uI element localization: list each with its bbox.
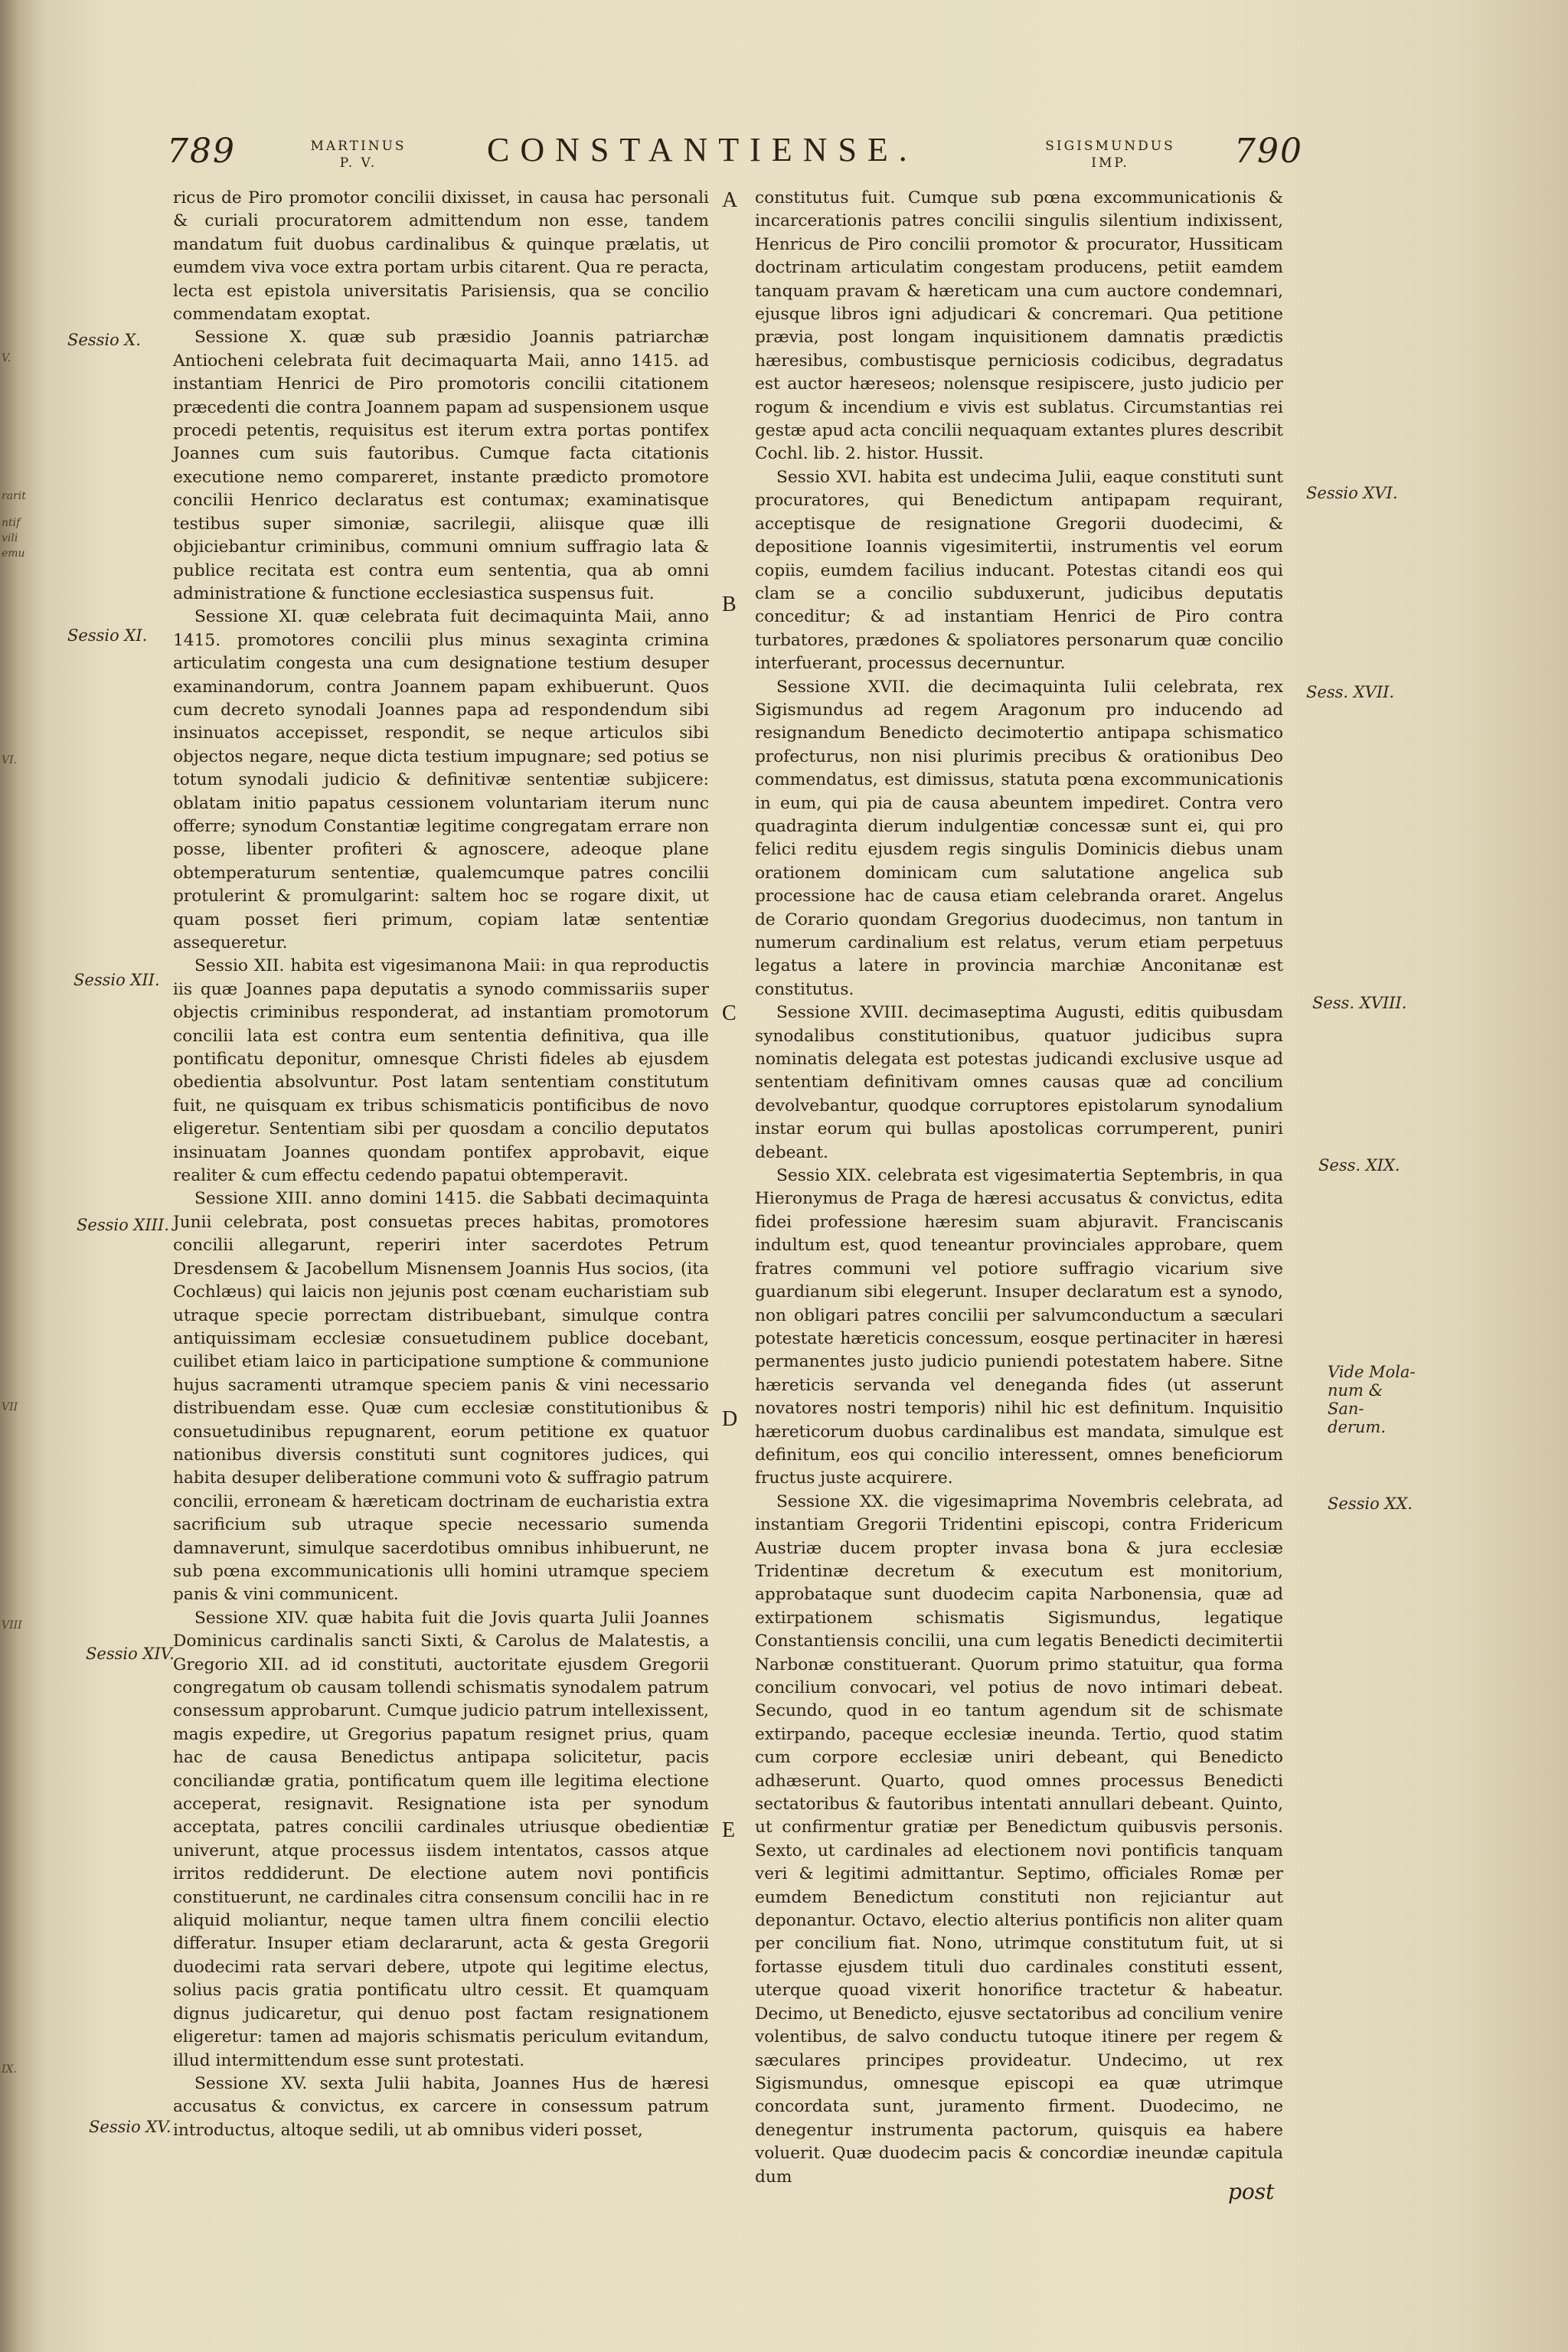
running-head-right [1030,138,1191,172]
section-letter-d: D [722,1407,738,1431]
margin-note-vide-molanum: Vide Mola-num & San-derum. [1328,1363,1416,1436]
paragraph: Sessione XV. sexta Julii habita, Joannes Hus de hæresi accusatus & convictus, ex carcere in consessum patrum introductus, altoque sedili, ut ab omnibus videri posset, [173,2073,709,2140]
bleed-fragment: ntif [2,517,21,529]
margin-note-sessio-xv: Sessio XV. [89,2118,172,2136]
margin-note-sess-xvii: Sess. XVII. [1306,683,1395,701]
margin-note-sess-xviii: Sess. XVIII. [1312,994,1407,1012]
bleed-fragment: VI. [2,754,18,766]
margin-note-sessio-xiv: Sessio XIV. [86,1645,175,1663]
bleed-fragment: V. [2,352,11,364]
margin-note-sessio-xii: Sessio XII. [74,971,160,989]
text-column-left [173,187,709,2142]
margin-note-sess-xix: Sess. XIX. [1318,1156,1400,1174]
section-letter-e: E [722,1818,736,1842]
bleed-fragment: IX. [2,2063,17,2076]
bleed-fragment: VII [2,1401,18,1413]
paragraph: Sessio XIX. celebrata est vigesimatertia Septembris, in qua Hieronymus de Praga de hæresi accusatus & convictus, edita fidei professione hæresim suam abjuravit. Franciscanis indultum est, quod teneantur provinciales approbare, quem fratres communi vel potiore suffragio vicarium sive guardianum sibi elegerunt. Insuper declaratum est a synodo, non obligari patres concilii per salvumconductum a sæculari potestate hæreticis concessum, eosque pertinaciter in hæresi permanentes justo judicio puniendi potestatem habere. Sitne hæreticis servanda vel deneganda fides (ut asserunt novatores nostri temporis) nihil hic est definitum. Inquisitio hæreticorum duobus cardinalibus est mandata, simulque est definitum, eos qui concilio interessent, omnes beneficiorum fructus juste acquirere. [755,1166,1283,1488]
running-head-left [289,138,427,172]
section-letter-a: A [722,188,738,212]
paragraph: Sessione XIII. anno domini 1415. die Sabbati decimaquinta Junii celebrata, post consuetas preces habitas, promotores concilii allegarunt, reperiri inter sacerdotes Petrum Dresdensem & Jacobellum Misnensem Joannis Hus socios, (ita Cochlæus) qui laicis non jejunis post cœnam eucharistiam sub utraque specie porrectam distribuebant, simulque contra antiquissimam ecclesiæ consuetudinem publice docebant, cuilibet etiam laico in participatione sumptione & communione hujus sacramenti utramque speciem panis & vini necessario distribuendam esse. Quæ cum ecclesiæ constitutionibus & consuetudinibus repugnarent, eorum petitione ex quatuor nationibus diversis constituti sunt cognitores judices, qui habita desuper deliberatione communi voto & suffragio patrum concilii, erroneam & hæreticam doctrinam de eucharistia extra sacrificium sub utraque specie necessario sumenda damnaverunt, simulque sacerdotibus omnibus inhibuerunt, ne sub pœna excommunicationis ulli homini utramque speciem panis & vini communicent. [173,1189,709,1605]
section-letter-b: B [722,593,737,616]
page-title: CONSTANTIENSE. [487,131,918,168]
bleed-fragment: rarit [2,490,26,502]
bleed-fragment: emu [2,547,25,560]
catchword: post [1228,2179,1275,2204]
running-head-left-line: MARTINUS [310,139,407,154]
margin-note-sessio-xiii: Sessio XIII. [77,1216,169,1234]
bleed-fragment: vili [2,532,18,544]
section-letter-c: C [722,1001,737,1025]
paragraph: Sessio XII. habita est vigesimanona Maii: in qua reproductis iis quæ Joannes papa deputatis a synodo commissariis super objectis criminibus responderat, ad instantiam promotorum concilii lata est contra eum sententia definitiva, qua ille pontificatu deponitur, omnesque Christi fideles ab ejusdem obedientia absolvuntur. Post latam sententiam constitutum fuit, ne quisquam ex tribus schismaticis pontificibus de novo eligeretur. Sententiam sibi per quosdam a concilio deputatos insinuatam Joannes quondam pontifex approbavit, eique realiter & cum effectu cedendo papatui obtemperavit. [173,956,709,1186]
margin-note-sessio-xx: Sessio XX. [1328,1494,1413,1513]
paragraph: Sessione XIV. quæ habita fuit die Jovis quarta Julii Joannes Dominicus cardinalis sancti Sixti, & Carolus de Malatestis, a Gregorio XII. ad id constituti, auctoritate ejusdem Gregorii congregatum ob causam tollendi schismatis synodalem patrum consessum approbarunt. Cumque judicio patrum intellexissent, magis expedire, ut Gregorius papatum resignet prius, quam hac de causa Benedictus antipapa solicitetur, pacis conciliandæ gratia, pontificatum quem ille legitima electione acceperat, resignavit. Resignatione ista per synodum acceptata, patres concilii cardinales utriusque obedientiæ univerunt, atque processus iisdem intentatos, cassos atque irritos reddiderunt. De electione autem novi pontificis constituerunt, ne cardinales citra consensum concilii hac in re aliquid moliantur, neque tamen ultra finem concilii electio differatur. Insuper etiam declararunt, acta & gesta Gregorii duodecimi rata servari debere, utpote qui legitime electus, solius pacis gratia pontificatu ultro cessit. Et quamquam dignus judicaretur, qui denuo post factam resignationem eligeretur: tamen ad majoris schismatis periculum evitandum, illud intermittendum esse sunt protestati. [173,1608,709,2070]
paragraph: Sessione XVII. die decimaquinta Iulii celebrata, rex Sigismundus ad regem Aragonum pro inducendo ad resignandum Benedicto decimotertio antipapa schismatico profecturus, non nisi plurimis precibus & orationibus Deo commendatus, est dimissus, statuta pœna excommunicationis in eum, qui pia de causa abeuntem impediret. Contra vero quadraginta dierum indulgentiæ concessæ sunt ei, qui pro felici reditu ejusdem regis singulis Dominicis diebus unam orationem dominicam cum salutatione angelica sub processione hac de causa etiam celebranda oraret. Angelus de Corario quondam Gregorius duodecimus, non tantum in numerum cardinalium est relatus, verum etiam perpetuus legatus a latere in provincia marchiæ Anconitanæ est constitutus. [755,677,1283,999]
paragraph: Sessione XVIII. decimaseptima Augusti, editis quibusdam synodalibus constitutionibus, quatuor judicibus supra nominatis delegata est potestas judicandi exclusive usque ad sententiam definitivam omnes causas quæ ad concilium devolvebantur, quodque corruptores epistolarum synodalium instar eorum qui bullas apostolicas corrumperent, puniri debeant. [755,1003,1283,1162]
running-head-right-line: IMP. [1091,155,1129,171]
paragraph: ricus de Piro promotor concilii dixisset, in causa hac personali & curiali procuratorem admittendum non esse, tandem mandatum fuit duobus cardinalibus & quinque prælatis, ut eumdem viva voce extra portam urbis citarent. Qua re peracta, lecta est epistola universitatis Parisiensis, qua se concilio commendatam exoptat. [173,188,709,325]
margin-note-sessio-xi: Sessio XI. [67,626,148,645]
margin-note-sessio-xvi: Sessio XVI. [1306,484,1398,502]
paragraph: Sessione XI. quæ celebrata fuit decimaquinta Maii, anno 1415. promotores concilii plus minus sexaginta crimina articulatim congesta una cum designatione testium desuper examinandorum, contra Joannem papam exhibuerunt. Quos cum decreto synodali Joannes papa ad respondendum sibi insinuatos accepisset, respondit, se neque articulos sibi objectos negare, neque dicta testium impugnare; sed potius se totum synodali judicio & definitivæ sententiæ subjicere: oblatam initio papatus cessionem voluntariam iterum nunc offerre; synodum Constantiæ legitime congregatam errare non posse, libenter profiteri & agnoscere, adeoque plane obtemperaturum sententiæ, qualemcumque patres concilii protulerint & promulgarint: saltem hoc se rogare dixit, ut quam posset fieri primum, copiam latæ sententiæ assequeretur. [173,607,709,952]
paragraph: constitutus fuit. Cumque sub pœna excommunicationis & incarcerationis patres concilii singulis silentium indixissent, Henricus de Piro concilii promotor & procurator, Hussiticam doctrinam articulatim congestam producens, petiit eamdem tanquam pravam & hæreticam una cum auctore condemnari, ejusque libros igni adjudicari & concremari. Qua petitione prævia, post longam inquisitionem damnatis prædictis hæresibus, combustisque perniciosis codicibus, degradatus est auctor hæreseos; nolensque resipiscere, justo judicio per rogum & incendium e vivis est sublatus. Circumstantias rei gestæ apud acta concilii nequaquam extantes plures describit Cochl. lib. 2. histor. Hussit. [755,188,1283,464]
running-head-left-line: P. V. [339,155,377,171]
margin-note-sessio-x: Sessio X. [67,331,142,349]
adjacent-page-edge [0,0,26,2352]
page-number-left: 789 [167,132,236,171]
paragraph: Sessione X. quæ sub præsidio Joannis patriarchæ Antiocheni celebrata fuit decimaquarta Maii, anno 1415. ad instantiam Henrici de Piro promotoris concilii citationem præcedenti die contra Joannem papam ad suspensionem usque procedi petentis, requisitus est iterum extra portas pontifex Joannes cum suis fautoribus. Cumque facta citationis executione nemo compareret, instante prædicto promotore concilii Henrico declaratus est contumax; examinatisque testibus super simoniæ, sacrilegii, aliisque quæ illi objiciebantur criminibus, communi omnium suffragio lata & publice recitata est contra eum sententia, qua ab omni administratione & functione ecclesiastica suspensus fuit. [173,328,709,603]
running-head-right-line: SIGISMUNDUS [1045,139,1175,154]
paragraph: Sessio XVI. habita est undecima Julii, eaque constituti sunt procuratores, qui Benedictum antipapam requirant, acceptisque de resignatione Gregorii duodecimi, & depositione Ioannis vigesimitertii, instrumentis vel eorum copiis, eumdem facilius inducant. Potestas citandi eos qui clam se a concilio subduxerunt, judicibus deputatis conceditur; & ad instantiam Henrici de Piro contra turbatores, prædones & spoliatores personarum quæ concilio interfuerant, processus decernuntur. [755,467,1283,674]
page-number-right: 790 [1234,132,1303,171]
text-column-right [755,187,1283,2189]
bleed-fragment: VIII [2,1619,22,1632]
paragraph: Sessione XX. die vigesimaprima Novembris celebrata, ad instantiam Gregorii Tridentini episcopi, contra Fridericum Austriæ ducem propter invasa bona & jura ecclesiæ Tridentinæ decretum & executum est monitorium, approbataque sunt duodecim capita Narbonensia, quæ ad extirpationem schismatis Sigismundus, legatique Constantiensis concilii, una cum legatis Benedicti decimitertii Narbonæ constituerant. Quorum primo statuitur, qua forma concilium convocari, vel potius de novo intimari debeat. Secundo, quod in eo tantum agendum sit de schismate extirpando, paceque ecclesiæ ineunda. Tertio, quod statim cum corpore ecclesiæ uniri debeant, qui Benedicto adhæserunt. Quarto, quod omnes processus Benedicti sectatoribus & fautoribus intentati annullari debeant. Quinto, ut confirmentur gratiæ per Benedictum quibusvis personis. Sexto, ut cardinales ad electionem novi pontificis tanquam veri & legitimi admittantur. Septimo, officiales Romæ per eumdem Benedictum constituti non rejiciantur aut deponantur. Octavo, electio alterius pontificis non aliter quam per concilium fiat. Nono, utrimque constitutum fuit, ut si fortasse ejusdem tituli duo cardinales constituti essent, uterque quoad vixerit honorifice tractetur & habeatur. Decimo, ut Benedicto, ejusve sectatoribus ad concilium venire volentibus, de salvo conductu tutoque itinere per regem & sæculares principes provideatur. Undecimo, ut rex Sigismundus, omnesque episcopi ea quæ utrimque concordata sunt, juramento firment. Duodecimo, ne denegentur instrumenta pactorum, quisquis ea habere voluerit. Quæ duodecim pacis & concordiæ ineundæ capitula dum [755,1491,1283,2187]
